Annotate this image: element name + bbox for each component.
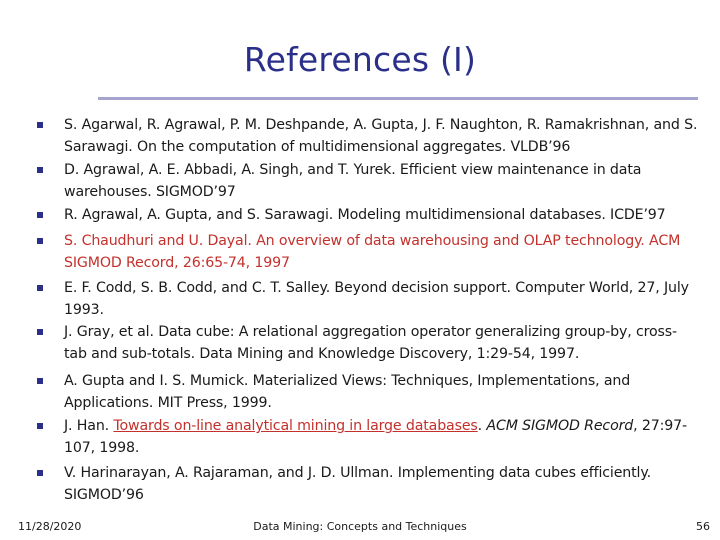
title-underline [98, 97, 698, 100]
reference-authors: J. Han. [64, 418, 114, 434]
square-bullet-icon [37, 378, 43, 384]
reference-text: S. Agarwal, R. Agrawal, P. M. Deshpande, A. Gupta, J. F. Naughton, R. Ramakrishnan, and S. Sarawagi. On the computation of multidimensional aggregates. VLDB’96 [64, 117, 698, 155]
page-number: 56 [696, 520, 710, 533]
square-bullet-icon [37, 122, 43, 128]
reference-text: V. Harinarayan, A. Rajaraman, and J. D. Ullman. Implementing data cubes efficiently. SIGMOD’96 [64, 465, 651, 503]
square-bullet-icon [37, 285, 43, 291]
reference-title-link[interactable]: Towards on-line analytical mining in large databases [113, 418, 478, 434]
reference-text: R. Agrawal, A. Gupta, and S. Sarawagi. Modeling multidimensional databases. ICDE’97 [64, 207, 666, 223]
reference-text: D. Agrawal, A. E. Abbadi, A. Singh, and T. Yurek. Efficient view maintenance in data warehouses. SIGMOD’97 [64, 162, 642, 200]
square-bullet-icon [37, 423, 43, 429]
footer-title: Data Mining: Concepts and Techniques [253, 520, 467, 533]
reference-text: E. F. Codd, S. B. Codd, and C. T. Salley. Beyond decision support. Computer World, 27, July 1993. [64, 280, 689, 318]
reference-journal: ACM SIGMOD Record [486, 418, 634, 434]
reference-details: , 27:97-107, 1998. [64, 418, 687, 456]
footer-date: 11/28/2020 [18, 520, 82, 533]
slide-title: References (I) [243, 40, 477, 79]
square-bullet-icon [37, 470, 43, 476]
square-bullet-icon [37, 329, 43, 335]
reference-text: S. Chaudhuri and U. Dayal. An overview of data warehousing and OLAP technology. ACM SIGMOD Record, 26:65-74, 1997 [64, 233, 681, 271]
reference-text: J. Gray, et al. Data cube: A relational aggregation operator generalizing group-by, cross-tab and sub-totals. Data Mining and Knowledge Discovery, 1:29-54, 1997. [64, 324, 678, 362]
square-bullet-icon [37, 212, 43, 218]
square-bullet-icon [37, 167, 43, 173]
square-bullet-icon [37, 238, 43, 244]
reference-separator: . [477, 418, 487, 434]
reference-text: A. Gupta and I. S. Mumick. Materialized Views: Techniques, Implementations, and Applications. MIT Press, 1999. [64, 373, 631, 411]
reference-text [64, 415, 698, 459]
